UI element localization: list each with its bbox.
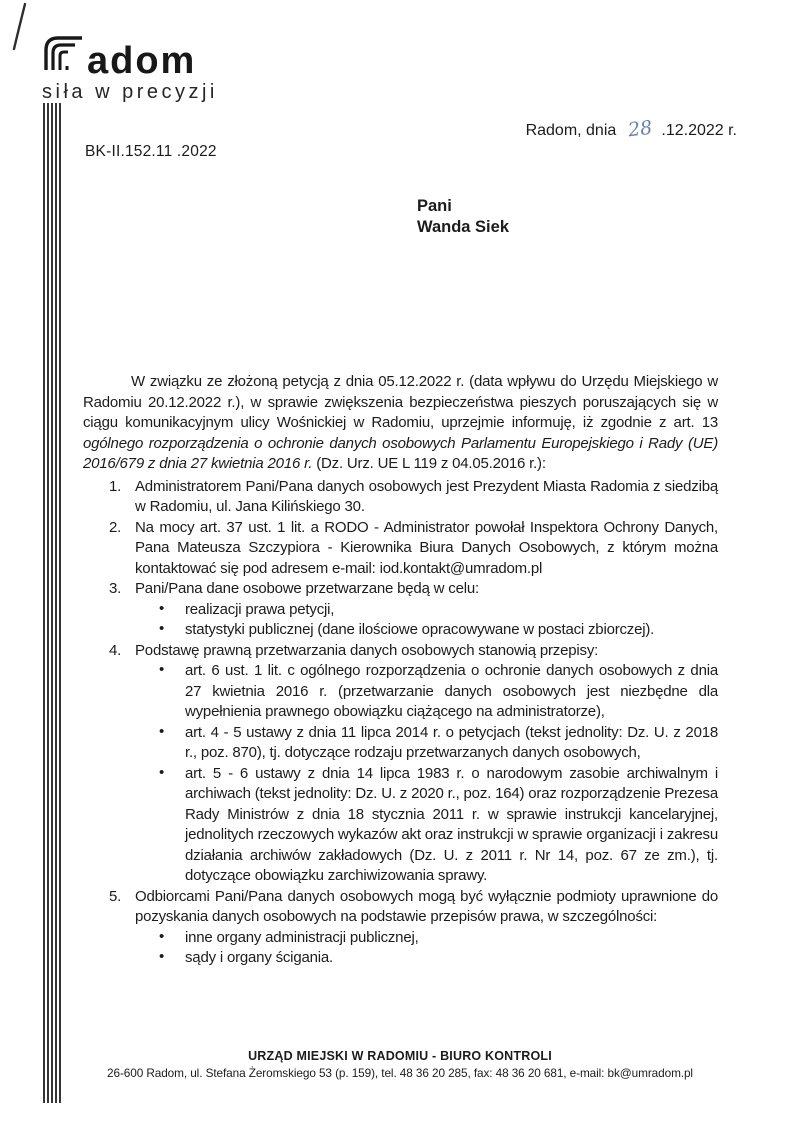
intro-text-2: (Dz. Urz. UE L 119 z 04.05.2016 r.): [312, 455, 546, 472]
list-item-number: 2. [109, 518, 122, 536]
list-item-1 [83, 477, 718, 518]
list-item-4 [83, 641, 718, 887]
letter-footer [55, 1049, 745, 1080]
intro-text-italic: ogólnego rozporządzenia o ochronie danych osobowych Parlamentu Europejskiego i Rady (UE) 2016/679 z dnia 27 kwietnia 2016 r. [83, 434, 718, 472]
date-prefix: Radom, dnia [525, 122, 617, 139]
list-item-number: 4. [109, 641, 122, 659]
reference-number: BK-II.152.11 .2022 [85, 143, 217, 160]
list-item-text: Podstawę prawną przetwarzania danych osobowych stanowią przepisy: [135, 641, 599, 659]
list-item-2 [83, 518, 718, 580]
bullet-dot-icon: • [159, 620, 165, 637]
date-suffix: .12.2022 r. [661, 122, 737, 139]
bullet-dot-icon: • [159, 722, 165, 740]
bullet-item-3-2: • statystyki publicznej (dane ilościowe opracowywane w postaci zbiorczej). [159, 620, 655, 638]
addressee-salutation: Pani [417, 197, 452, 215]
bullet-item-5-1: • inne organy administracji publicznej, [159, 927, 419, 946]
left-margin-stripes [43, 103, 62, 1103]
footer-address-line: 26-600 Radom, ul. Stefana Żeromskiego 53 (p. 159), tel. 48 36 20 285, fax: 48 36 20 681, e-mail: bk@umradom.pl [107, 1066, 693, 1080]
bullet-dot-icon: • [159, 763, 165, 781]
list-item-text: Administratorem Pani/Pana danych osobowych jest Prezydent Miasta Radomia z siedzibą w Radomiu, ul. Jana Kilińskiego 30. [135, 477, 718, 515]
radom-logo [42, 34, 218, 104]
handwritten-slash-mark [6, 2, 32, 57]
logo-tagline: siła w precyzji [42, 81, 218, 103]
bullet-item-4-2: • art. 4 - 5 ustawy z dnia 11 lipca 2014 r. o petycjach (tekst jednolity: Dz. U. z 2018 r., poz. 870), tj. dotyczące rodzaju przetwarzanych danych osobowych, [159, 722, 718, 761]
letter-body [83, 372, 718, 969]
bullet-item-4-1: • art. 6 ust. 1 lit. c ogólnego rozporządzenia o ochronie danych osobowych z dnia 27 kwietnia 2016 r. (przetwarzanie danych osobowych jest niezbędne dla wypełnienia prawnego obowiązku ciążącego na administratorze), [159, 661, 718, 720]
intro-paragraph [83, 372, 718, 475]
date-line [526, 118, 737, 140]
list-item-text: Na mocy art. 37 ust. 1 lit. a RODO - Administrator powołał Inspektora Ochrony Danych, Pana Mateusza Szczypiora - Kierownika Biura Danych Osobowych, z którym można kontaktować się pod adresem e-mail: iod.kontakt@umradom.pl [135, 518, 718, 577]
list-item-number: 5. [109, 887, 122, 905]
bullet-item-4-3: • art. 5 - 6 ustawy z dnia 14 lipca 1983 r. o narodowym zasobie archiwalnym i archiwach (tekst jednolity: Dz. U. z 2020 r., poz. 164) oraz rozporządzenie Prezesa Rady Ministrów z dnia 18 stycznia 2011 r. w sprawie instrukcji kancelaryjnej, jednolitych rzeczowych wykazów akt oraz instrukcji w sprawie organizacji i zakresu działania archiwów zakładowych (Dz. U. z 2011 r. Nr 14, poz. 67 ze zm.), tj. dotyczące obowiązku zarchiwizowania sprawy. [159, 763, 718, 884]
logo-wordmark: adom [87, 40, 197, 82]
bullet-dot-icon: • [159, 661, 165, 678]
bullet-item-5-2: • sądy i organy ścigania. [159, 948, 333, 966]
list-item-number: 3. [109, 580, 122, 597]
addressee-block [417, 196, 509, 238]
list-item-text: Pani/Pana dane osobowe przetwarzane będą w celu: [135, 580, 479, 597]
radom-logo-r-icon [42, 34, 84, 76]
bullet-dot-icon: • [159, 927, 165, 945]
list-item-number: 1. [109, 477, 122, 495]
bullet-item-3-1: • realizacji prawa petycji, [159, 599, 335, 618]
pen-stroke-icon [6, 2, 32, 52]
footer-office-name: URZĄD MIEJSKI W RADOMIU - BIURO KONTROLI [248, 1049, 552, 1063]
bullet-dot-icon: • [159, 948, 165, 965]
addressee-name: Wanda Siek [417, 218, 509, 236]
list-item-text: Odbiorcami Pani/Pana danych osobowych mogą być wyłącznie podmioty uprawnione do pozyskania danych osobowych na podstawie przepisów prawa, w szczególności: [135, 887, 718, 925]
list-item-5 [83, 887, 718, 969]
intro-text-1: W związku ze złożoną petycją z dnia 05.12.2022 r. (data wpływu do Urzędu Miejskiego w Radomiu 20.12.2022 r.), w sprawie zwiększenia bezpieczeństwa pieszych poruszających się w ciągu komunikacyjnym ulicy Wośnickiej w Radomiu, uprzejmie informuję, iż zgodnie z art. 13 [83, 373, 718, 431]
handwritten-day: 28 [626, 116, 654, 142]
rodo-information-list [83, 477, 718, 969]
bullet-dot-icon: • [159, 599, 165, 617]
list-item-3 [83, 579, 718, 641]
